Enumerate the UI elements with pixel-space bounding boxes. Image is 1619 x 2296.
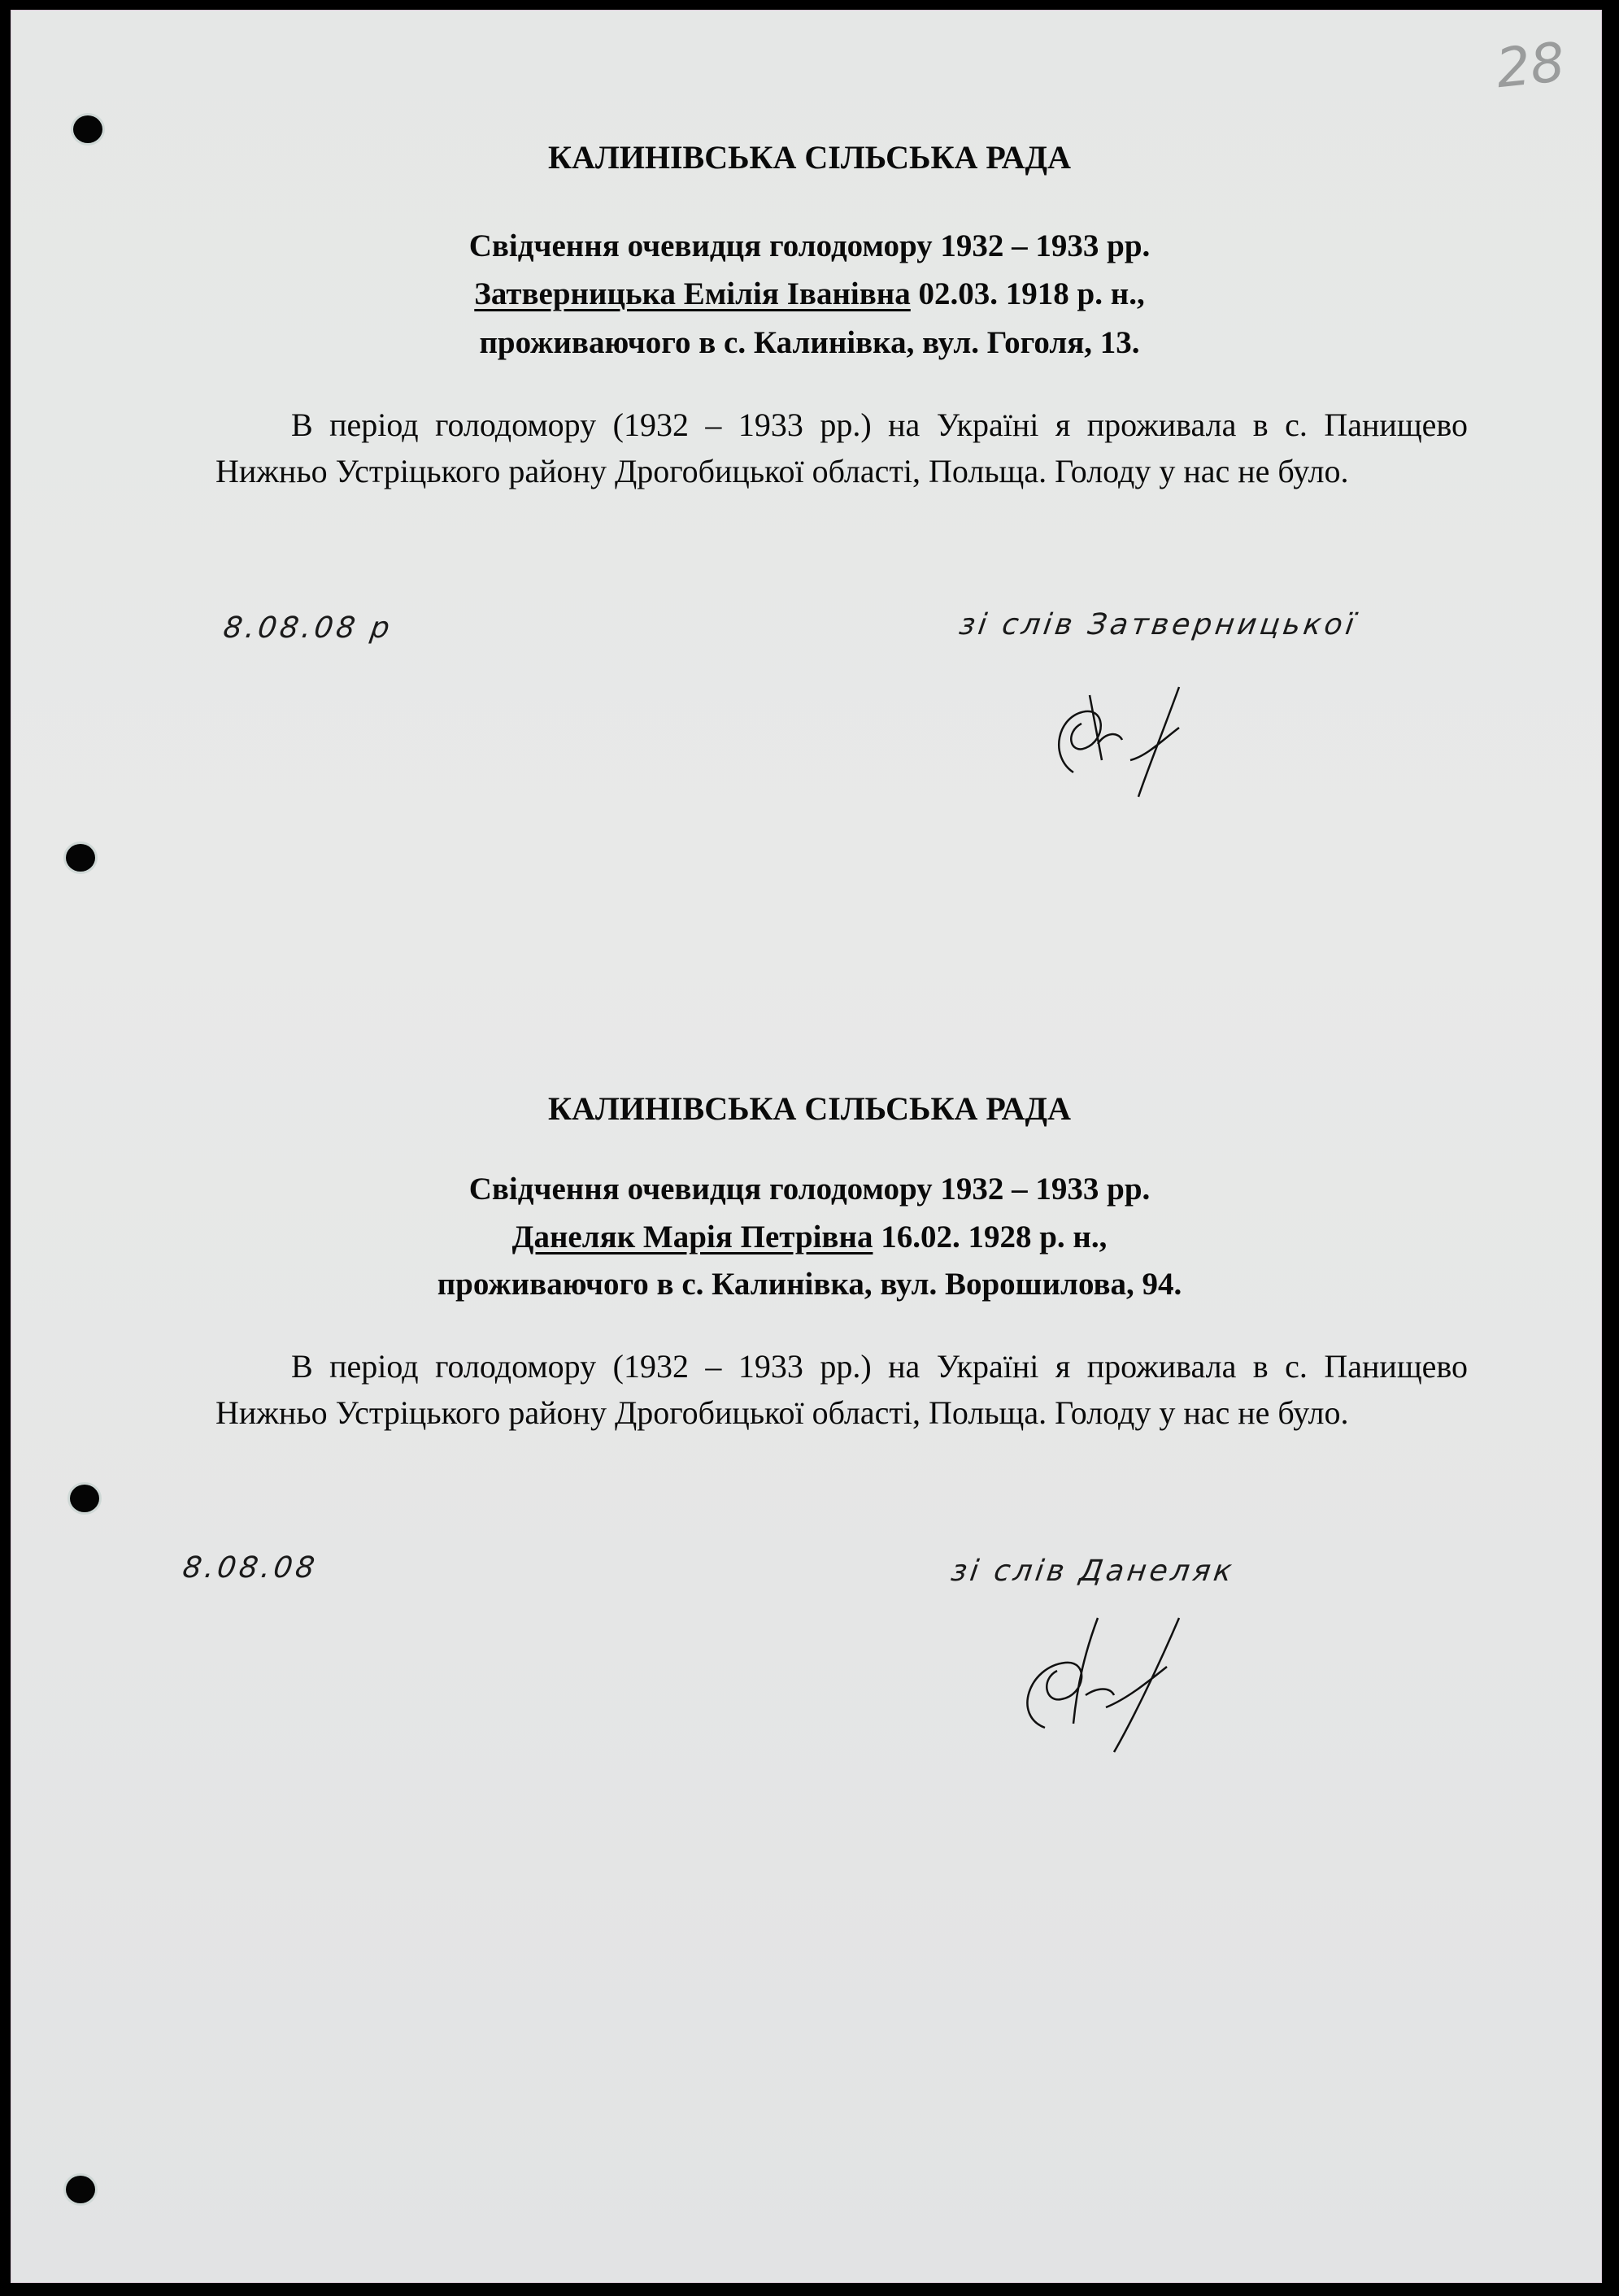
witness-line — [0, 276, 1619, 312]
residence: проживаючого в с. Калинівка, вул. Гоголя, 13. — [479, 325, 1140, 360]
signature — [1008, 1618, 1220, 1756]
testimony-heading: Свідчення очевидця голодомору 1932 – 1933 рр. — [468, 228, 1151, 263]
council-title: КАЛИНІВСЬКА СІЛЬСЬКА РАДА — [548, 139, 1071, 176]
birth-info: 16.02. 1928 р. н., — [873, 1220, 1108, 1255]
handwritten-note: зі слів Затверницької — [957, 608, 1360, 641]
council-title: КАЛИНІВСЬКА СІЛЬСЬКА РАДА — [548, 1090, 1071, 1127]
residence: проживаючого в с. Калинівка, вул. Ворошилова, 94. — [437, 1267, 1182, 1302]
handwritten-date: 8.08.08 р — [221, 611, 395, 645]
witness-name: Данеляк Марія Петрівна — [511, 1220, 873, 1255]
punch-hole — [66, 2176, 95, 2203]
witness-line — [0, 1219, 1619, 1255]
handwritten-note: зі слів Данеляк — [949, 1555, 1238, 1588]
witness-name: Затверницька Емілія Іванівна — [474, 276, 911, 311]
page-number: 28 — [1493, 30, 1568, 101]
statement: В період голодомору (1932 – 1933 рр.) на Україні я проживала в с. Панищево Нижньо Устріцького району Дрогобицької області, Польща. Голоду у нас не було. — [215, 1348, 1468, 1431]
testimony-heading: Свідчення очевидця голодомору 1932 – 1933 рр. — [468, 1172, 1151, 1207]
signature — [1041, 683, 1220, 805]
birth-info: 02.03. 1918 р. н., — [910, 276, 1145, 311]
punch-hole — [70, 1485, 99, 1512]
statement: В період голодомору (1932 – 1933 рр.) на Україні я проживала в с. Панищево Нижньо Устріцького району Дрогобицької області, Польща. Голоду у нас не було. — [215, 407, 1468, 489]
punch-hole — [66, 844, 95, 872]
handwritten-date: 8.08.08 — [181, 1551, 320, 1585]
